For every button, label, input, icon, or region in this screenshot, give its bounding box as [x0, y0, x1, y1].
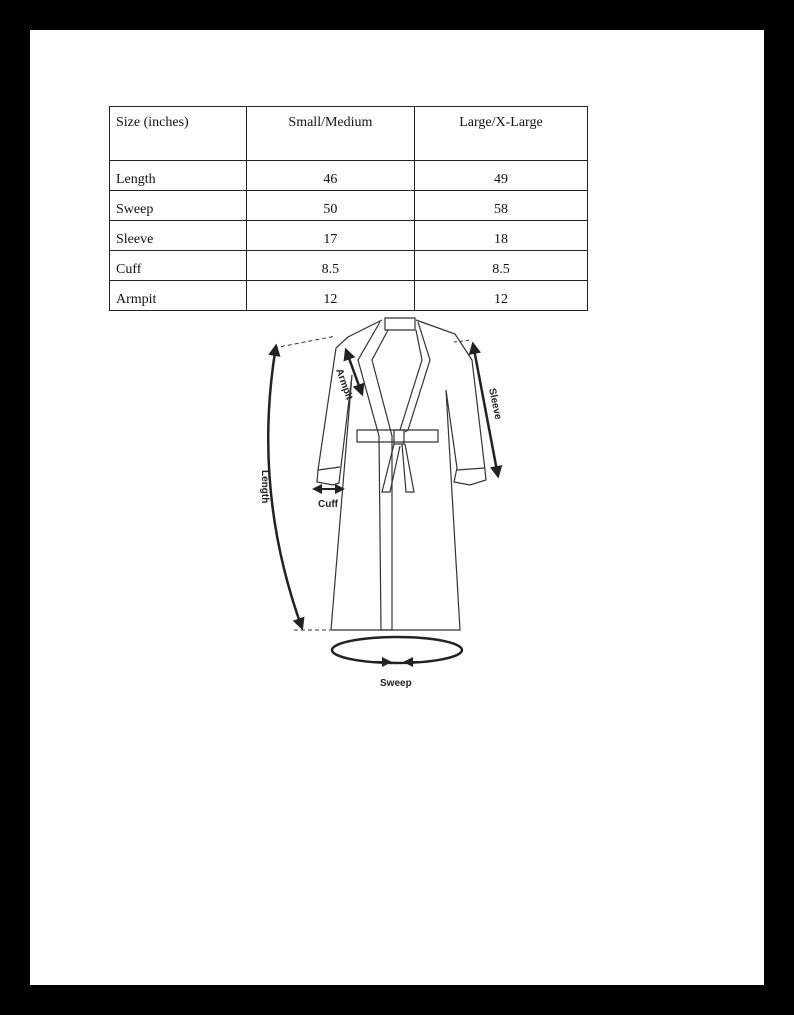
cell-small-medium: 8.5 [246, 251, 414, 281]
sweep-label: Sweep [380, 678, 412, 689]
row-label: Cuff [110, 251, 247, 281]
cuff-indicator [314, 489, 343, 510]
cell-large-xlarge: 18 [414, 221, 587, 251]
cell-small-medium: 17 [246, 221, 414, 251]
header-large-xlarge: Large/X-Large [414, 107, 587, 161]
sleeve-label: Sleeve [486, 387, 504, 421]
header-small-medium: Small/Medium [246, 107, 414, 161]
robe-illustration [317, 318, 486, 630]
armpit-indicator [333, 350, 362, 402]
row-label: Sweep [110, 191, 247, 221]
cell-large-xlarge: 12 [414, 281, 587, 311]
header-size-inches: Size (inches) [110, 107, 247, 161]
length-label: Length [259, 470, 270, 504]
cell-small-medium: 50 [246, 191, 414, 221]
cell-large-xlarge: 8.5 [414, 251, 587, 281]
row-label: Length [110, 161, 247, 191]
sleeve-guide [454, 340, 472, 342]
sweep-ellipse [332, 637, 462, 663]
cell-large-xlarge: 58 [414, 191, 587, 221]
row-label: Sleeve [110, 221, 247, 251]
length-arrow [268, 346, 302, 628]
armpit-label: Armpit [333, 367, 355, 402]
cell-small-medium: 46 [246, 161, 414, 191]
sweep-indicator [332, 637, 462, 689]
document-page [30, 30, 764, 985]
cell-large-xlarge: 49 [414, 161, 587, 191]
row-label: Armpit [110, 281, 247, 311]
length-top-guide [274, 336, 336, 348]
cell-small-medium: 12 [246, 281, 414, 311]
robe-measurement-diagram [30, 30, 764, 985]
cuff-label: Cuff [318, 499, 338, 510]
sleeve-indicator [454, 340, 504, 476]
